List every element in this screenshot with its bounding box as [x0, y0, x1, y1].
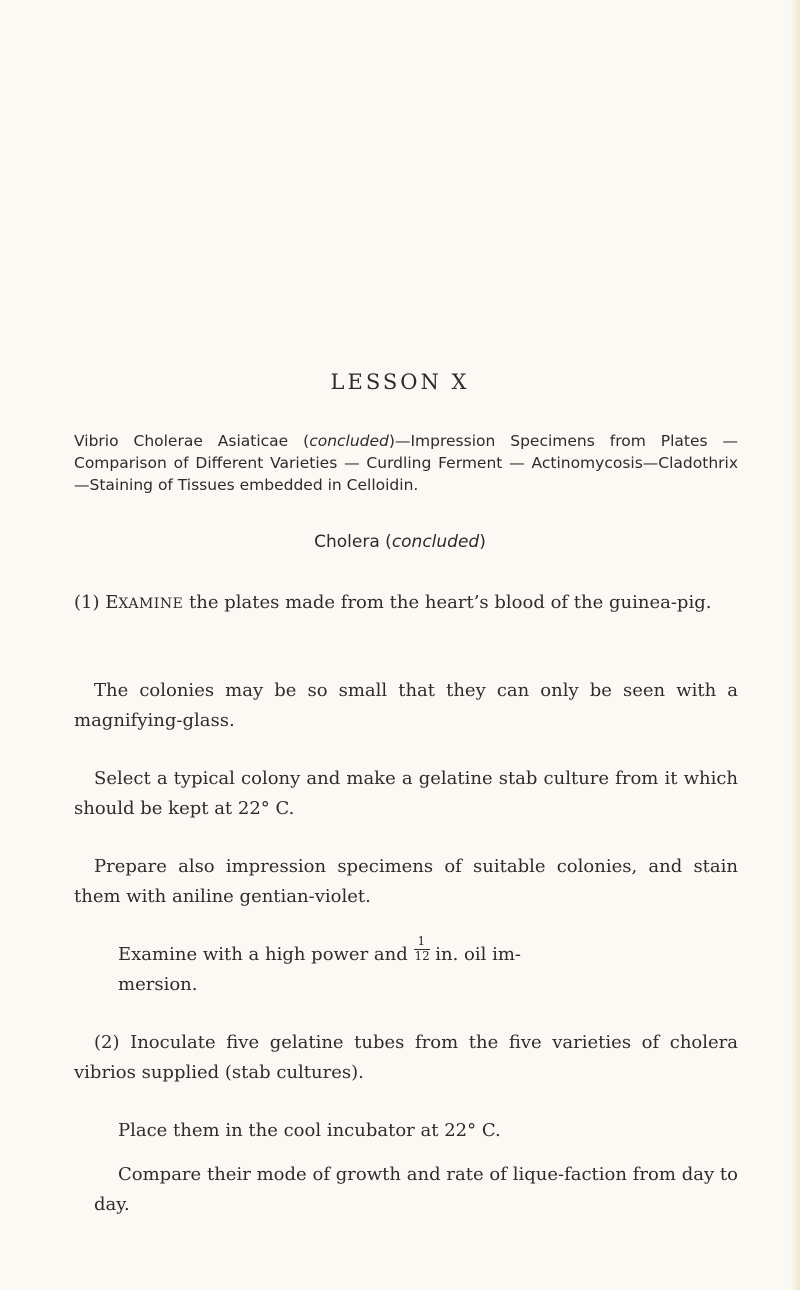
paragraph-5-text-b: in. oil im-	[435, 944, 522, 965]
paragraph-5-text-a: Examine with a high power and	[118, 944, 408, 965]
lesson-title: LESSON X	[330, 370, 470, 394]
paragraph-4: Prepare also impression specimens of suitable colonies, and stain them with aniline gentian-violet.	[74, 856, 738, 907]
fraction	[414, 934, 430, 964]
paragraph-3: Select a typical colony and make a gelatine stab culture from it which should be kept at 22° C.	[74, 768, 738, 819]
section-title: Cholera	[314, 532, 380, 552]
paragraph-1-text: the plates made from the heart’s blood of the guinea-pig.	[189, 592, 712, 613]
paragraph-8: Compare their mode of growth and rate of lique-faction from day to day.	[94, 1164, 738, 1215]
paragraph-1-number: (1)	[74, 592, 100, 613]
paragraph-2: The colonies may be so small that they can only be seen with a magnifying-glass.	[74, 680, 738, 731]
summary-rest: —Impression Specimens from Plates — Comparison of Different Varieties — Curdling Ferment — Actinomycosis—Cladothrix—Staining of Tissues embedded in Celloidin.	[74, 432, 738, 494]
fraction-numerator: 1	[417, 934, 426, 948]
paragraph-1	[74, 588, 738, 619]
summary-topic: Vibrio Cholerae Asiaticae	[74, 432, 289, 450]
paragraph-5	[118, 934, 738, 1000]
paragraph-7: Place them in the cool incubator at 22° C.	[118, 1120, 501, 1141]
paragraph-5-text-c: mersion.	[118, 974, 198, 995]
summary-concluded: concluded	[309, 432, 389, 450]
paragraph-1-cap: E	[105, 592, 119, 613]
lesson-summary: Vibrio Cholerae Asiaticae (concluded)—Impression Specimens from Plates — Comparison of Different Varieties — Curdling Ferment — Actinomycosis—Cladothrix—Staining of Tissues embedded in Celloidin.	[74, 432, 738, 494]
fraction-denominator: 12	[414, 949, 430, 963]
paragraph-6: (2) Inoculate five gelatine tubes from the five varieties of cholera vibrios supplied (stab cultures).	[74, 1032, 738, 1083]
section-heading: Cholera (concluded)	[314, 532, 486, 552]
section-note: concluded	[391, 532, 480, 552]
page-edge	[790, 0, 800, 1290]
paragraph-1-smallcaps: XAMINE	[118, 596, 184, 612]
